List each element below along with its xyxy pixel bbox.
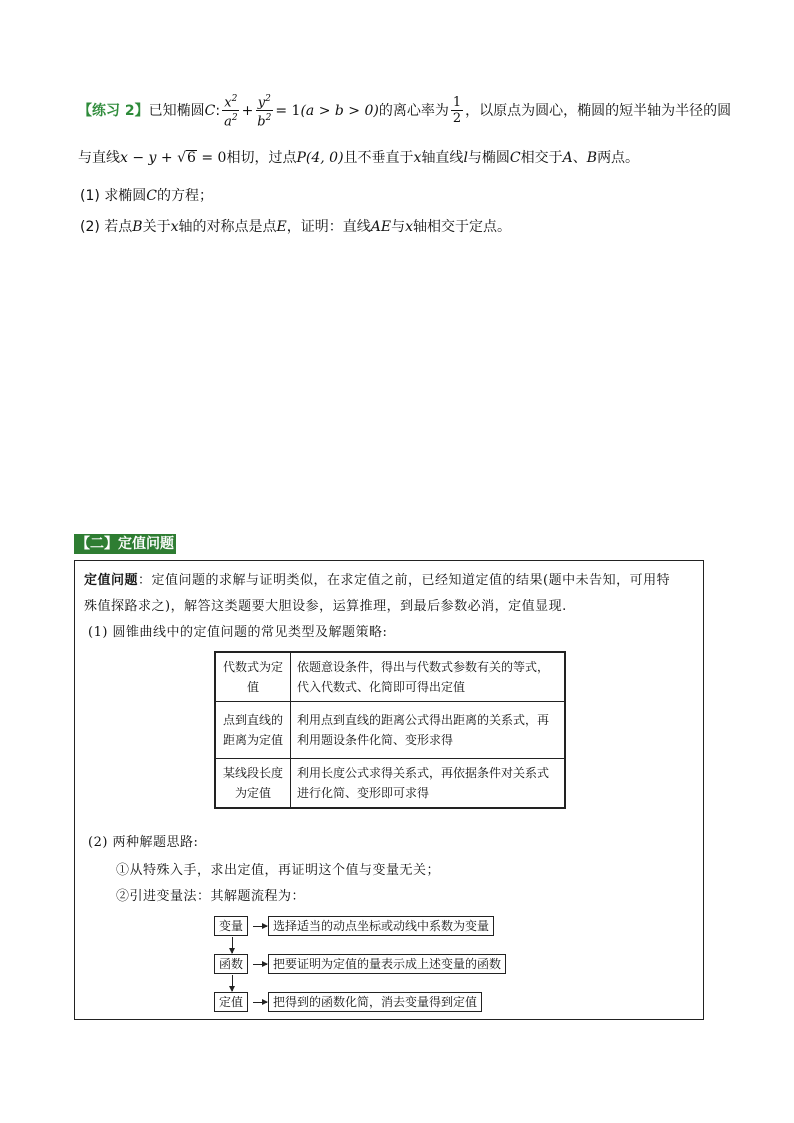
- table-key: 某线段长度为定值: [215, 759, 291, 809]
- flow-arrow-down: [232, 975, 233, 991]
- exercise-line-2: 与直线x − y + √6 = 0相切，过点P(4, 0)且不垂直于x轴直线l与椭圆C相交于A、B两点。: [78, 150, 640, 166]
- flow-value-function: 把要证明为定值的量表示成上述变量的函数: [268, 954, 506, 974]
- way-2: ②引进变量法：其解题流程为：: [116, 889, 306, 904]
- point-p: P(4, 0): [296, 150, 344, 166]
- flow-arrow-right: [253, 964, 267, 965]
- eccentricity-fraction: $\frac{1}{2}$: [452, 95, 462, 127]
- table-row: [215, 702, 565, 759]
- table-value: 利用长度公式求得关系式，再依据条件对关系式进行化简、变形即可求得: [291, 759, 566, 809]
- exercise-tag: 【练习 2】: [78, 102, 149, 119]
- table-key: 代数式为定值: [215, 652, 291, 702]
- flow-arrow-down: [232, 937, 233, 953]
- strategy-table: [214, 651, 566, 809]
- flow-key-function: 函数: [214, 954, 248, 974]
- fraction-x2-a2: $\frac{x^2}{a^2}$: [224, 94, 238, 130]
- table-key: 点到直线的距离为定值: [215, 702, 291, 759]
- flow-key-variable: 变量: [214, 916, 248, 936]
- section-title: 【二】定值问题: [76, 536, 174, 552]
- fraction-y2-b2: $\frac{y^2}{b^2}$: [257, 94, 272, 130]
- box-lead-line-2: 殊值探路求之)，解答这类题要大胆设参，运算推理，到最后参数必消，定值显现.: [84, 599, 567, 614]
- flow-value-variable: 选择适当的动点坐标或动线中系数为变量: [268, 916, 494, 936]
- flow-key-constant: 定值: [214, 992, 248, 1012]
- flow-arrow-right: [253, 1002, 267, 1003]
- box-item-1: (1) 圆锥曲线中的定值问题的常见类型及解题策略:: [88, 625, 388, 640]
- table-value: 依题意设条件，得出与代数式参数有关的等式，代入代数式、化简即可得出定值: [291, 652, 566, 702]
- table-row: [215, 759, 565, 809]
- question-2: (2) 若点B关于x轴的对称点是点E，证明：直线AE与x轴相交于定点。: [80, 219, 511, 235]
- way-1: ①从特殊入手，求出定值，再证明这个值与变量无关；: [116, 863, 441, 878]
- box-lead-line-1: 定值问题：定值问题的求解与证明类似，在求定值之前，已经知道定值的结果(题中未告知，可用特: [84, 573, 671, 588]
- flow-arrow-right: [253, 926, 267, 927]
- table-value: 利用点到直线的距离公式得出距离的关系式，再利用题设条件化简、变形求得: [291, 702, 566, 759]
- box-item-2: (2) 两种解题思路:: [88, 835, 199, 850]
- table-row: [215, 652, 565, 702]
- ellipse-condition: (a > b > 0): [300, 102, 379, 119]
- exercise-line-1: 【练习 2】已知椭圆C: $\frac{x^2}{a^2}$ + $\frac{y^2}{b^2}$ = 1(a > b > 0)的离心率为 $\frac{1}{2}$ ，以原点为圆心，椭圆的短半轴为半径的圆: [78, 94, 732, 130]
- question-1: (1) 求椭圆C的方程；: [80, 188, 213, 204]
- flow-value-constant: 把得到的函数化简，消去变量得到定值: [268, 992, 482, 1012]
